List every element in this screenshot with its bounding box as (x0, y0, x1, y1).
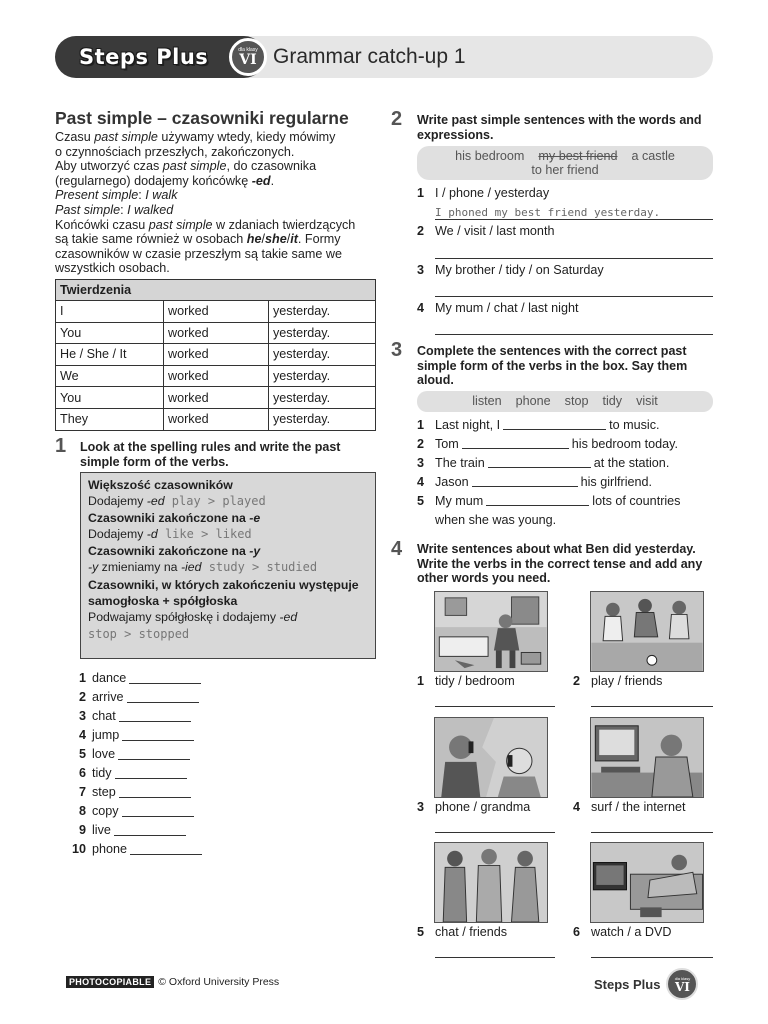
caption: 4 surf / the internet (573, 800, 686, 814)
illustration-phone-grandma (434, 717, 548, 798)
answer-blank[interactable] (503, 418, 606, 430)
section-title: Past simple – czasowniki regularne (55, 108, 349, 128)
answer-blank[interactable] (114, 824, 186, 836)
example-answer: I phoned my best friend yesterday. (435, 206, 661, 219)
footer-copyright (66, 976, 279, 988)
footer-grade-badge: dla klasy VI (666, 968, 698, 1000)
illustration-watch-dvd (590, 842, 704, 923)
answer-blank[interactable] (119, 710, 191, 722)
copyright-text: © Oxford University Press (158, 976, 280, 988)
exercise-3-number: 3 (391, 339, 403, 361)
list-item: 4 jump (66, 725, 202, 744)
tv-scene-icon (591, 843, 703, 922)
list-item: 5 love (66, 744, 202, 763)
caption: 3 phone / grandma (417, 800, 531, 814)
list-item: 3 chat (66, 706, 202, 725)
footer-brand (594, 968, 698, 1000)
list-item: 4 My mum / chat / last night (417, 301, 579, 315)
list-item: 1 dance (66, 668, 202, 687)
answer-line[interactable] (435, 296, 713, 297)
caption: 5 chat / friends (417, 925, 508, 939)
illustration-chat-friends (434, 842, 548, 923)
answer-line[interactable] (591, 957, 713, 958)
list-item: 10 phone (66, 840, 202, 859)
answer-line[interactable] (435, 219, 713, 220)
caption: 6 watch / a DVD (573, 925, 672, 939)
page-header (55, 36, 713, 78)
table-row: I worked yesterday. (56, 301, 376, 323)
answer-blank[interactable] (130, 843, 202, 855)
answer-line[interactable] (591, 832, 713, 833)
answer-line[interactable] (435, 957, 555, 958)
table-row: You worked yesterday. (56, 387, 376, 409)
table-row: You worked yesterday. (56, 322, 376, 344)
answer-blank[interactable] (462, 437, 569, 449)
list-item: 1 Last night, I to music. (417, 418, 660, 432)
computer-scene-icon (591, 718, 703, 797)
illustration-tidy-bedroom (434, 591, 548, 672)
photocopiable-label: PHOTOCOPIABLE (66, 976, 154, 988)
grade-badge (229, 38, 267, 76)
exercise-2-instruction: Write past simple sentences with the words and expressions. (417, 113, 702, 142)
table-row: He / She / It worked yesterday. (56, 344, 376, 366)
list-item: 3 The train at the station. (417, 456, 670, 470)
illustration-surf-internet (590, 717, 704, 798)
badge-grade: VI (239, 52, 257, 68)
answer-line[interactable] (591, 706, 713, 707)
word-box-ex2: his bedroom my best friend a castle to her friend (417, 146, 713, 180)
answer-line[interactable] (435, 334, 713, 335)
answer-line[interactable] (435, 706, 555, 707)
badge-small-text: dla klasy (238, 47, 258, 53)
answer-blank[interactable] (122, 805, 194, 817)
logo-text: Steps Plus (79, 45, 209, 69)
list-item: 5 My mum lots of countries (417, 494, 681, 508)
list-item: 1 I / phone / yesterday (417, 186, 550, 200)
list-item: 2 Tom his bedroom today. (417, 437, 678, 451)
list-item: 3 My brother / tidy / on Saturday (417, 263, 604, 277)
friends-scene-icon (435, 843, 547, 922)
list-item: 2 arrive (66, 687, 202, 706)
word-box-ex3: listen phone stop tidy visit (417, 391, 713, 412)
spelling-rules-box: Większość czasowników Dodajemy -ed play > played Czasowniki zakończone na -e Dodajemy -d like > liked Czasowniki zakończone na -y -y zmieniamy na -ied study > studied Czasowniki, w których zakończeniu występuje samogłoska + spółgłoska Podwajamy spółgłoskę i dodajemy -ed stop > stopped (80, 472, 376, 659)
football-scene-icon (591, 592, 703, 671)
answer-blank[interactable] (115, 767, 187, 779)
answer-blank[interactable] (129, 672, 201, 684)
exercise-2-number: 2 (391, 108, 403, 130)
phone-call-scene-icon (435, 718, 547, 797)
answer-blank[interactable] (127, 691, 199, 703)
exercise-1-number: 1 (55, 435, 67, 457)
list-item: 4 Jason his girlfriend. (417, 475, 653, 489)
answer-line[interactable] (435, 832, 555, 833)
table-row: They worked yesterday. (56, 408, 376, 430)
list-item-continuation: when she was young. (435, 513, 557, 527)
list-item: 6 tidy (66, 763, 202, 782)
page-title: Grammar catch-up 1 (273, 45, 466, 68)
list-item: 8 copy (66, 802, 202, 821)
answer-blank[interactable] (119, 786, 191, 798)
conjugation-table (55, 279, 376, 431)
table-header: Twierdzenia (56, 280, 376, 301)
answer-blank[interactable] (122, 729, 194, 741)
footer-brand-name: Steps Plus (594, 976, 661, 992)
answer-blank[interactable] (488, 456, 591, 468)
exercise-4-instruction: Write sentences about what Ben did yesterday. Write the verbs in the correct tense and add any other words you need. (417, 542, 703, 585)
caption: 2 play / friends (573, 674, 663, 688)
table-row: We worked yesterday. (56, 365, 376, 387)
exercise-1-instruction: Look at the spelling rules and write the past simple form of the verbs. (80, 440, 341, 469)
answer-blank[interactable] (486, 494, 589, 506)
exercise-4-number: 4 (391, 538, 403, 560)
exercise-3-instruction: Complete the sentences with the correct past simple form of the verbs in the box. Say them aloud. (417, 344, 688, 387)
answer-blank[interactable] (118, 748, 190, 760)
answer-line[interactable] (435, 258, 713, 259)
caption: 1 tidy / bedroom (417, 674, 515, 688)
bedroom-scene-icon (435, 592, 547, 671)
illustration-play-friends (590, 591, 704, 672)
list-item: 7 step (66, 783, 202, 802)
list-item: 9 live (66, 821, 202, 840)
grammar-explanation: Czasu past simple używamy wtedy, kiedy mówimy o czynnościach przeszłych, zakończonych. Aby utworzyć czas past simple, do czasownika (regularnego) dodajemy końcówkę -ed. Present simple: I walk Past simple: I walked Końcówki czasu past simple w zdaniach twierdzących są takie same również w osobach he/she/it. Formy czasowników w czasie przeszłym są takie same we wszystkich osobach. (55, 130, 356, 276)
answer-blank[interactable] (472, 475, 578, 487)
verb-list (66, 668, 202, 859)
list-item: 2 We / visit / last month (417, 224, 555, 238)
